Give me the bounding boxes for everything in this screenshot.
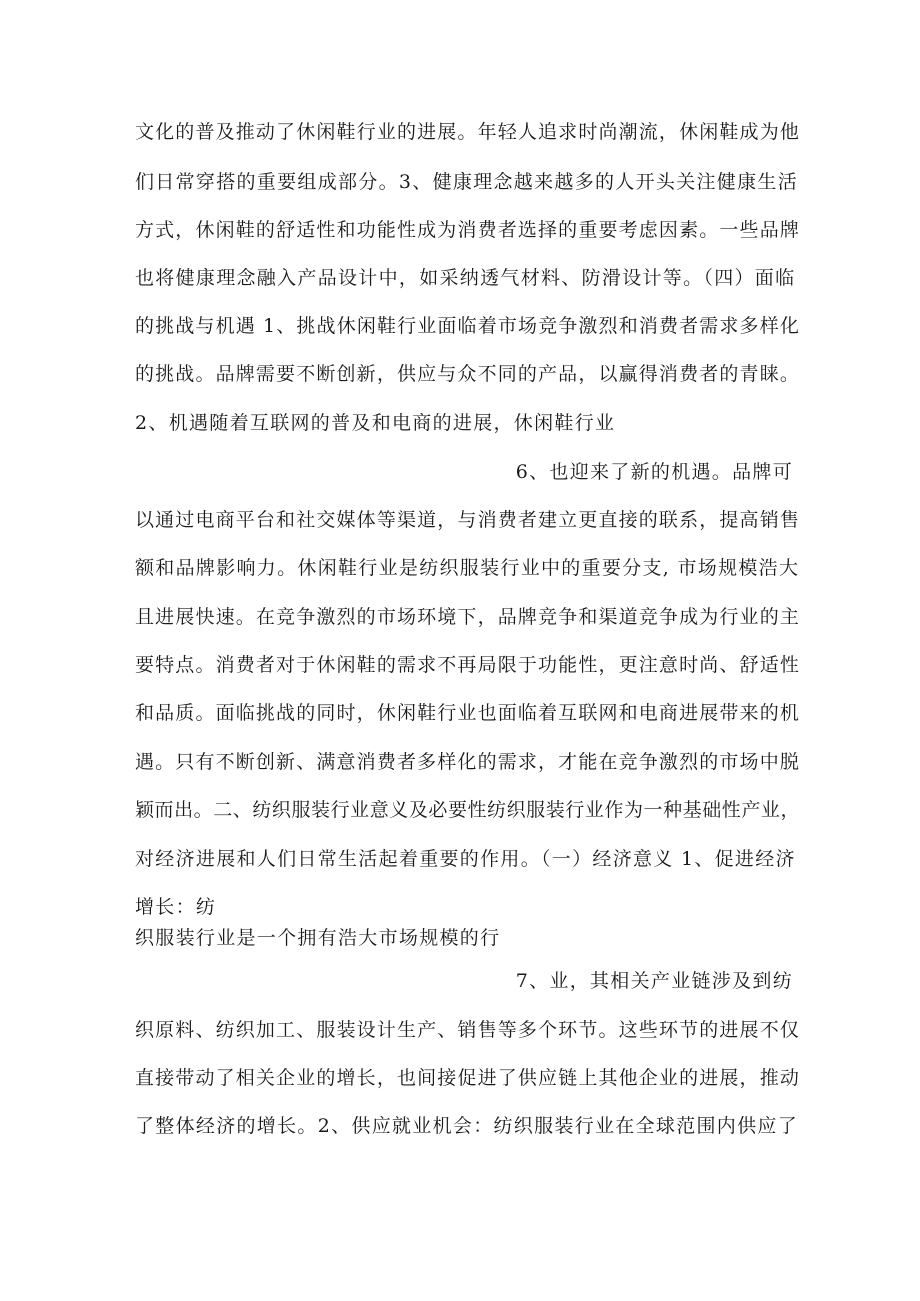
text-line: 的挑战。品牌需要不断创新，供应与众不同的产品，以赢得消费者的青睐。 [135, 363, 800, 385]
text-line: 6、也迎来了新的机遇。品牌可 [515, 461, 793, 483]
text-line: 了整体经济的增长。2、供应就业机会：纺织服装行业在全球范围内供应了 [135, 1115, 798, 1137]
text-line: 对经济进展和人们日常生活起着重要的作用。（一）经济意义 1、促进经济 [135, 848, 796, 870]
text-line: 额和品牌影响力。休闲鞋行业是纺织服装行业中的重要分支, 市场规模浩大 [135, 557, 800, 579]
text-line: 方式，休闲鞋的舒适性和功能性成为消费者选择的重要考虑因素。一些品牌 [135, 219, 800, 241]
text-line: 直接带动了相关企业的增长，也间接促进了供应链上其他企业的进展，推动 [135, 1067, 800, 1089]
text-line: 7、业，其相关产业链涉及到纺 [515, 970, 793, 992]
text-line: 们日常穿搭的重要组成部分。3、健康理念越来越多的人开头关注健康生活 [135, 171, 798, 193]
text-line: 的挑战与机遇 1、挑战休闲鞋行业面临着市场竞争激烈和消费者需求多样化 [135, 315, 800, 337]
text-line: 文化的普及推动了休闲鞋行业的进展。年轻人追求时尚潮流，休闲鞋成为他 [135, 121, 800, 143]
text-line: 也将健康理念融入产品设计中，如采纳透气材料、防滑设计等。（四）面临 [135, 267, 796, 289]
text-line: 和品质。面临挑战的同时，休闲鞋行业也面临着互联网和电商进展带来的机 [135, 702, 800, 724]
text-line: 颖而出。二、纺织服装行业意义及必要性纺织服装行业作为一种基础性产业， [135, 799, 800, 821]
text-line: 织原料、纺织加工、服装设计生产、销售等多个环节。这些环节的进展不仅 [135, 1019, 800, 1041]
text-line: 织服装行业是一个拥有浩大市场规模的行 [135, 927, 501, 949]
text-line: 遇。只有不断创新、满意消费者多样化的需求，才能在竞争激烈的市场中脱 [135, 751, 800, 773]
text-line: 增长：纺 [135, 896, 217, 918]
text-line: 要特点。消费者对于休闲鞋的需求不再局限于功能性，更注意时尚、舒适性 [135, 654, 800, 676]
text-line: 以通过电商平台和社交媒体等渠道，与消费者建立更直接的联系，提高销售 [135, 509, 800, 531]
text-line: 且进展快速。在竞争激烈的市场环境下，品牌竞争和渠道竞争成为行业的主 [135, 606, 800, 628]
text-line: 2、机遇随着互联网的普及和电商的进展，休闲鞋行业 [135, 412, 616, 434]
